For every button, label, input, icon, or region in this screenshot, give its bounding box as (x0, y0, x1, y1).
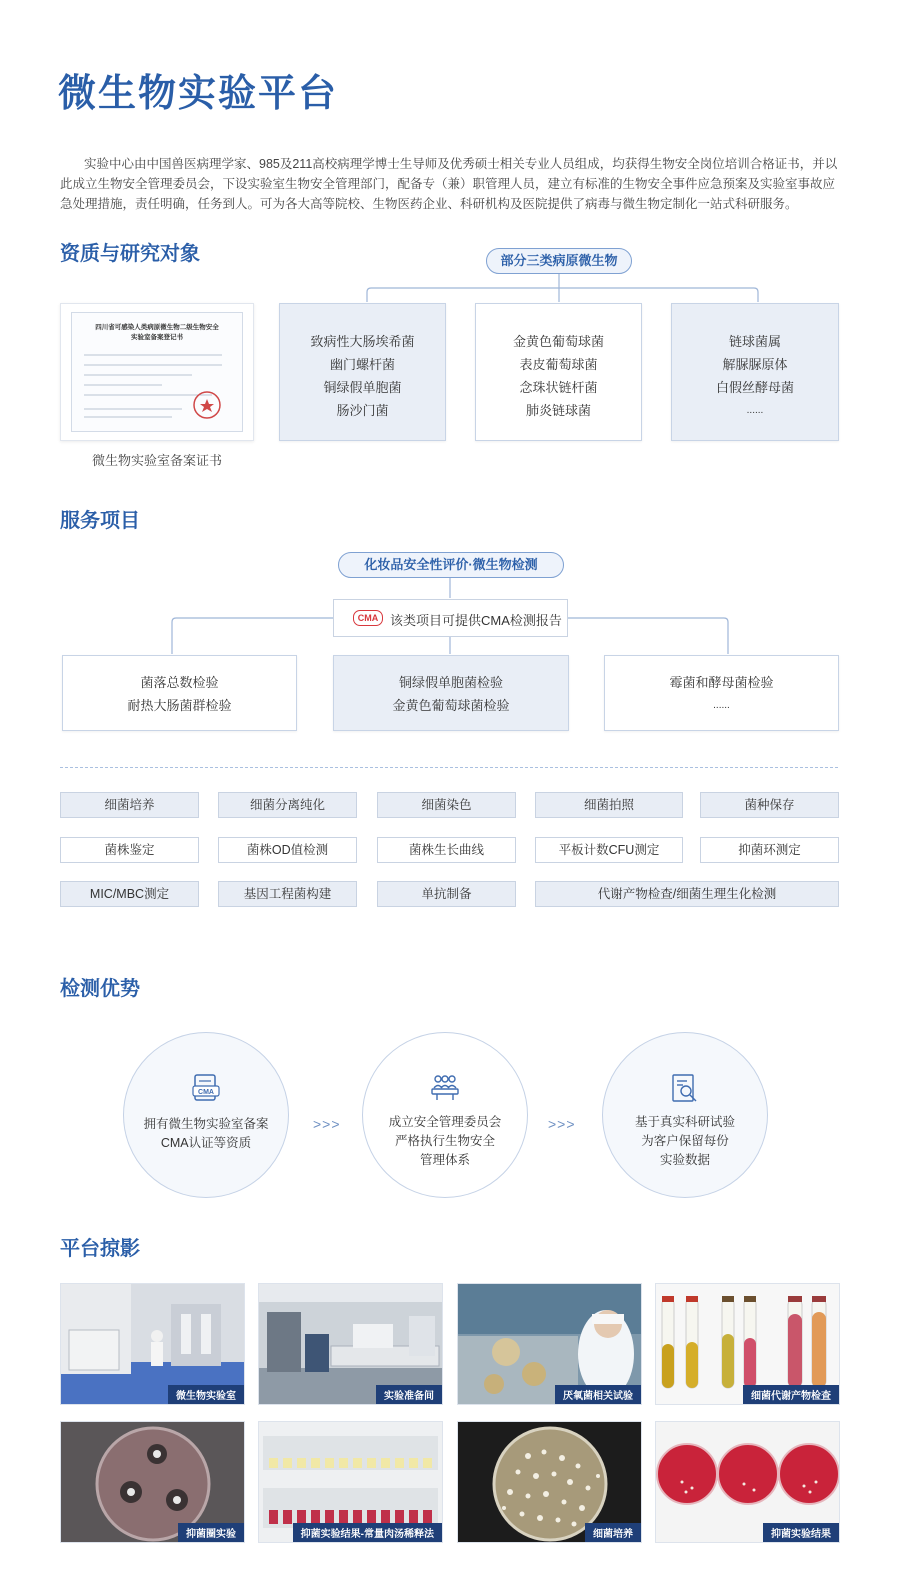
pathogen-item: ...... (746, 405, 764, 416)
service-chip: 平板计数CFU测定 (535, 837, 683, 863)
advantage-line: 成立安全管理委员会 (388, 1115, 502, 1129)
pathogen-group-2 (475, 303, 642, 441)
photo-prep-room[interactable] (258, 1283, 443, 1405)
service-chip: MIC/MBC测定 (60, 881, 199, 907)
service-chip: 基因工程菌构建 (218, 881, 357, 907)
photo-inhibition-result[interactable] (655, 1421, 840, 1543)
photo-label: 微生物实验室 (168, 1385, 244, 1404)
service-line: ...... (713, 700, 730, 711)
photo-label: 抑菌实验结果-常量肉汤稀释法 (293, 1523, 442, 1542)
service-chip: 单抗制备 (377, 881, 516, 907)
photo-lab[interactable] (60, 1283, 245, 1405)
pathogen-pill: 部分三类病原微生物 (486, 248, 632, 274)
report-icon (671, 1073, 699, 1105)
service-chip: 细菌培养 (60, 792, 199, 818)
certificate-image (60, 303, 254, 441)
pathogen-group-1 (279, 303, 446, 441)
cma-box (333, 599, 568, 637)
service-chip: 细菌拍照 (535, 792, 683, 818)
advantage-line: 为客户保留每份 (641, 1134, 729, 1148)
gallery-heading: 平台掠影 (60, 1238, 140, 1260)
service-chip: 菌株鉴定 (60, 837, 199, 863)
pathogen-item: 链球菌属 (728, 334, 781, 349)
photo-label: 抑菌圈实验 (178, 1523, 244, 1542)
intro-paragraph: 实验中心由中国兽医病理学家、985及211高校病理学博士生导师及优秀硕士相关专业人员组成，均获得生物安全岗位培训合格证书，并以此成立生物安全管理委员会，下设实验室生物安全管理部门，配备专（兼）职管理人员，建立有标准的生物安全事件应急预案及实验室事故应急处理措施，责任明确，任务到人。可为各大高等院校、生物医药企业、科研机构及医院提供了病毒与微生物定制化一站式科研服务。 (60, 157, 838, 211)
advantages-heading: 检测优势 (60, 978, 140, 1000)
advantage-line: 实验数据 (659, 1153, 710, 1167)
qualification-connectors (0, 0, 900, 310)
photo-label: 实验准备间 (376, 1385, 442, 1404)
advantage-line: CMA认证等资质 (160, 1136, 252, 1150)
page-title: 微生物实验平台 (58, 73, 339, 115)
services-heading: 服务项目 (60, 510, 140, 532)
certificate-lines (72, 313, 242, 431)
service-chip: 细菌染色 (377, 792, 516, 818)
cert-title-line1: 四川省可感染人类病原微生物二级生物安全 (95, 324, 219, 331)
service-line: 霉菌和酵母菌检验 (669, 675, 774, 690)
photo-broth-dilution[interactable] (258, 1421, 443, 1543)
cma-certificate-icon (192, 1073, 220, 1103)
service-card-3 (604, 655, 839, 731)
pathogen-item: 肺炎链球菌 (525, 403, 591, 418)
service-chip: 抑菌环测定 (700, 837, 839, 863)
cosmetic-pill: 化妆品安全性评价·微生物检测 (338, 552, 564, 578)
qualification-heading: 资质与研究对象 (60, 243, 200, 265)
section-divider (60, 767, 838, 768)
pathogen-item: 念珠状链杆菌 (519, 380, 598, 395)
cert-title-line2: 实验室备案登记书 (131, 334, 183, 341)
advantage-circle-2 (362, 1032, 528, 1198)
service-line: 菌落总数检验 (140, 675, 219, 690)
service-chip: 菌株生长曲线 (377, 837, 516, 863)
service-chip: 菌株OD值检测 (218, 837, 357, 863)
cma-text: 该类项目可提供CMA检测报告 (390, 613, 562, 628)
pathogen-item: 致病性大肠埃希菌 (310, 334, 415, 349)
photo-inhibition-zone[interactable] (60, 1421, 245, 1543)
photo-label: 细菌代谢产物检查 (743, 1385, 839, 1404)
pathogen-item: 铜绿假单胞菌 (323, 380, 402, 395)
arrow-icon: >>> (548, 1116, 576, 1132)
photo-label: 抑菌实验结果 (763, 1523, 839, 1542)
advantage-line: 基于真实科研试验 (634, 1115, 735, 1129)
cma-logo-icon: CMA (353, 610, 383, 626)
service-line: 金黄色葡萄球菌检验 (392, 698, 510, 713)
advantage-circle-3 (602, 1032, 768, 1198)
pathogen-item: 金黄色葡萄球菌 (512, 334, 604, 349)
pathogen-item: 白假丝酵母菌 (715, 380, 794, 395)
service-card-2 (333, 655, 569, 731)
photo-label: 厌氧菌相关试验 (555, 1385, 641, 1404)
photo-metabolite[interactable] (655, 1283, 840, 1405)
advantage-circle-1 (123, 1032, 289, 1198)
committee-icon (429, 1073, 461, 1103)
arrow-icon: >>> (313, 1116, 341, 1132)
pathogen-item: 肠沙门菌 (336, 403, 389, 418)
service-line: 耐热大肠菌群检验 (127, 698, 232, 713)
service-chip: 细菌分离纯化 (218, 792, 357, 818)
service-chip: 代谢产物检查/细菌生理生化检测 (535, 881, 839, 907)
cma-icon-text: CMA (198, 1089, 214, 1096)
photo-label: 细菌培养 (585, 1523, 641, 1542)
photo-anaerobic[interactable] (457, 1283, 642, 1405)
advantage-line: 严格执行生物安全 (394, 1134, 495, 1148)
certificate-caption: 微生物实验室备案证书 (91, 453, 222, 468)
pathogen-item: 表皮葡萄球菌 (519, 357, 598, 372)
photo-culture[interactable] (457, 1421, 642, 1543)
pathogen-group-3 (671, 303, 839, 441)
advantage-line: 管理体系 (419, 1153, 470, 1167)
pathogen-item: 幽门螺杆菌 (329, 357, 395, 372)
pathogen-item: 解脲脲原体 (722, 357, 788, 372)
service-chip: 菌种保存 (700, 792, 839, 818)
service-card-1 (62, 655, 297, 731)
service-line: 铜绿假单胞菌检验 (398, 675, 503, 690)
advantage-line: 拥有微生物实验室备案 (143, 1117, 269, 1131)
